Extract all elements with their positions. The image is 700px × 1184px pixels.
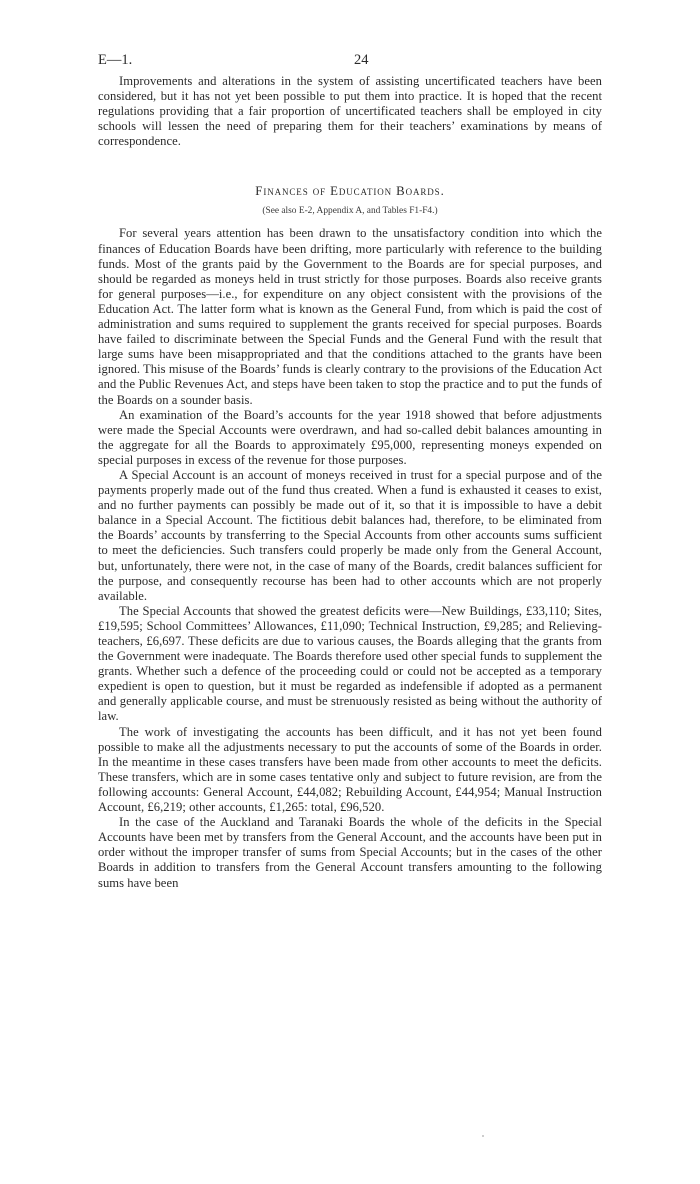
section-note: (See also E-2, Appendix A, and Tables F1-F4.) — [262, 206, 438, 217]
page-number: 24 — [354, 52, 369, 68]
section-heading: Finances of Education Boards. — [255, 184, 445, 199]
paragraph-special-account: A Special Account is an account of moneys received in trust for a special purpose and of the payments properly made out of the fund thus created. When a fund is exhausted it ceases to exist, and no further payments can possibly be made out of it, so that it is impossible to have a debit balance in a Special Account. The fictitious debit balances had, therefore, to be eliminated from the Boards’ accounts by transferring to the Special Accounts from other accounts sums sufficient to meet the deficiencies. Such transfers could properly be made only from the General Account, but, unfortunately, there were not, in the case of many of the Boards, credit balances sufficient for the purpose, and consequently recourse has been had to other accounts which are not properly available. — [98, 467, 602, 603]
paragraph-investigation: The work of investigating the accounts has been difficult, and it has not yet been found possible to make all the adjustments necessary to put the accounts of some of the Boards in order. In the meantime in these cases transfers have been made from other accounts to meet the deficits. These transfers, which are in some cases tentative only and subject to future revision, are from the following accounts: General Account, £44,082; Rebuilding Account, £44,954; Manual Instruction Account, £6,219; other accounts, £1,265: total, £96,520. — [98, 724, 602, 815]
intro-paragraph: Improvements and alterations in the system of assisting uncertificated teachers have been considered, but it has not yet been possible to put them into practice. It is hoped that the recent regulations providing that a fair proportion of uncertificated teachers shall be employed in city schools will lessen the need of preparing them for their teachers’ examinations by means of correspondence. — [98, 74, 602, 149]
scan-speck — [482, 1135, 484, 1137]
header-reference: E—1. — [98, 52, 133, 68]
paragraph-auckland-taranaki: In the case of the Auckland and Taranaki Boards the whole of the deficits in the Special Accounts have been met by transfers from the General Account, and the accounts have been put in order without the improper transfer of sums from Special Accounts; but in the cases of the other Boards in addition to transfers from the General Account transfers amounting to the following sums have been — [98, 815, 602, 890]
body-text — [98, 74, 602, 891]
paragraph-finances: For several years attention has been drawn to the unsatisfactory condition into which the finances of Education Boards have been drifting, more particularly with reference to the building funds. Most of the grants paid by the Government to the Boards are for special purposes, and should be regarded as moneys held in trust strictly for those purposes. Boards also receive grants for general purposes—i.e., for expenditure on any object consistent with the provisions of the Education Act. The latter form what is known as the General Fund, from which is paid the cost of administration and sums required to supplement the grants received for special purposes. Boards have failed to discriminate between the Special Funds and the General Fund with the result that large sums have been misappropriated and that the conditions attached to the grants have been ignored. This misuse of the Boards’ funds is clearly contrary to the provisions of the Education Act and the Public Revenues Act, and steps have been taken to stop the practice and to put the funds of the Boards on a sounder basis. — [98, 226, 602, 407]
paragraph-examination: An examination of the Board’s accounts for the year 1918 showed that before adjustments were made the Special Accounts were overdrawn, and had so-called debit balances amounting in the aggregate for all the Boards to approximately £95,000, representing moneys expended on special purposes in excess of the revenue for those purposes. — [98, 407, 602, 467]
paragraph-deficits: The Special Accounts that showed the greatest deficits were—New Buildings, £33,110; Sites, £19,595; School Committees’ Allowances, £11,090; Technical Instruction, £9,285; and Relieving-teachers, £6,697. These deficits are due to various causes, the Boards alleging that the grants from the Government were inadequate. The Boards therefore used other special funds to supplement the grants. Whether such a defence of the proceeding could or could not be accepted as a temporary expedient is open to question, but it must be regarded as indefensible if adopted as a permanent and generally applicable course, and must be strenuously resisted as being without the authority of law. — [98, 603, 602, 724]
